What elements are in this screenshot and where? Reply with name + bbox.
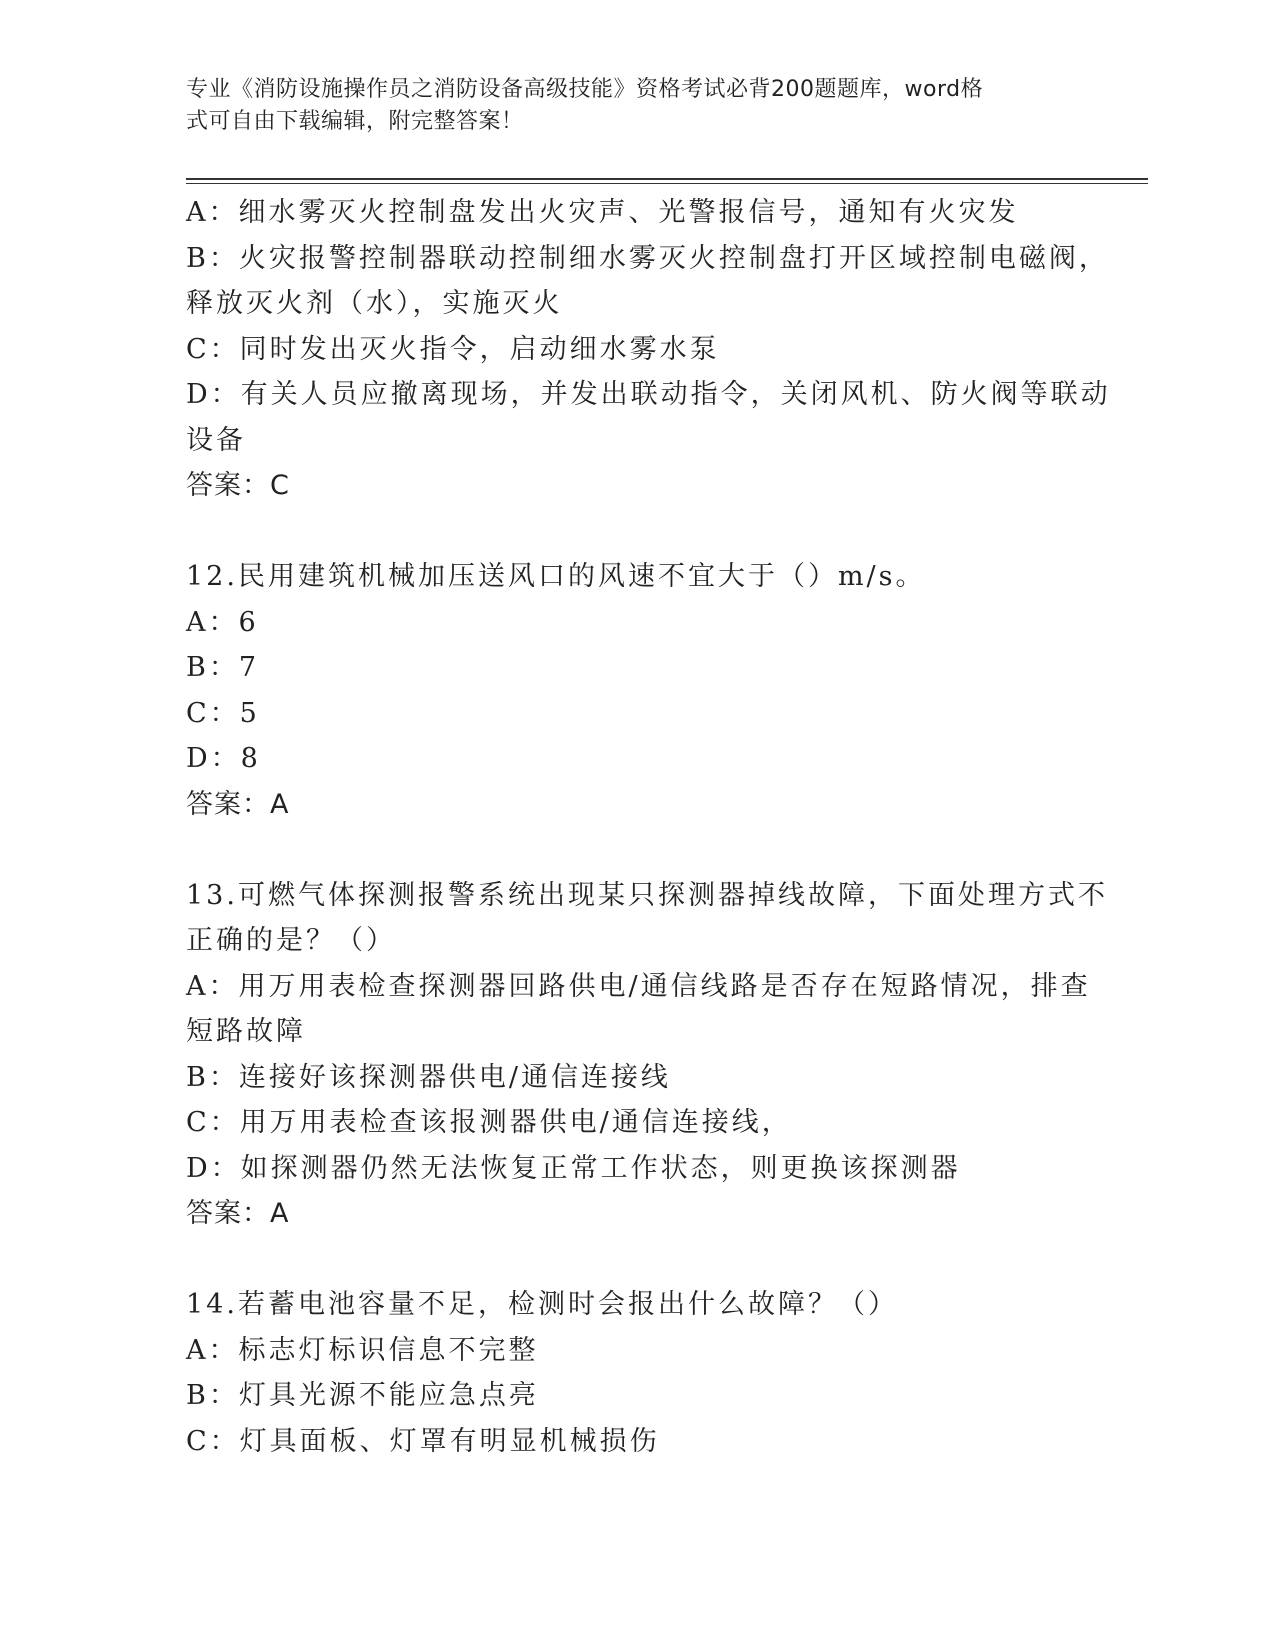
- option-a: A：6: [186, 606, 259, 638]
- spacer: [186, 1237, 1086, 1283]
- question-13: [186, 873, 1108, 1237]
- option-b-continued: 释放灭火剂（水），实施灭火: [186, 288, 563, 319]
- option-a-continued: 短路故障: [186, 1016, 306, 1047]
- option-b: B：灯具光源不能应急点亮: [186, 1380, 539, 1411]
- option-a: A：细水雾灭火控制盘发出火灾声、光警报信号，通知有火灾发: [186, 197, 1019, 228]
- answer: 答案：A: [186, 788, 290, 820]
- option-b: B：火灾报警控制器联动控制细水雾灭火控制盘打开区域控制电磁阀，: [186, 242, 1109, 274]
- document-body: [186, 190, 1111, 1464]
- option-b: B：连接好该探测器供电/通信连接线: [186, 1061, 671, 1093]
- answer: 答案：C: [186, 470, 290, 501]
- option-a: A：标志灯标识信息不完整: [186, 1334, 539, 1366]
- option-d: D：有关人员应撤离现场，并发出联动指令，关闭风机、防火阀等联动: [186, 379, 1111, 410]
- option-b: B：7: [186, 652, 260, 683]
- spacer: [186, 827, 1086, 873]
- option-d: D：8: [186, 743, 261, 774]
- option-c: C：灯具面板、灯罩有明显机械损伤: [186, 1425, 660, 1457]
- option-c: C：5: [186, 697, 260, 729]
- option-a: A：用万用表检查探测器回路供电/通信线路是否存在短路情况，排查: [186, 970, 1091, 1002]
- header-line-1: 专业《消防设施操作员之消防设备高级技能》资格考试必背200题题库，word格: [186, 77, 984, 102]
- header-rule-thin: [186, 183, 1148, 184]
- question-text: 14.若蓄电池容量不足，检测时会报出什么故障？（）: [186, 1289, 898, 1320]
- header-line-2: 式可自由下载编辑，附完整答案！: [186, 109, 524, 134]
- spacer: [186, 509, 1086, 555]
- option-c: C：同时发出灭火指令，启动细水雾水泵: [186, 333, 720, 365]
- question-12: [186, 554, 1086, 827]
- option-d: D：如探测器仍然无法恢复正常工作状态，则更换该探测器: [186, 1152, 961, 1184]
- option-d-continued: 设备: [186, 424, 246, 456]
- question-14: [186, 1282, 1086, 1464]
- question-text: 13.可燃气体探测报警系统出现某只探测器掉线故障，下面处理方式不: [186, 879, 1108, 911]
- answer: 答案：A: [186, 1198, 290, 1229]
- header-rule-thick: [186, 178, 1148, 180]
- question-text: 12.民用建筑机械加压送风口的风速不宜大于（）m/s。: [186, 561, 926, 592]
- question-text-continued: 正确的是？（）: [186, 925, 396, 956]
- option-c: C：用万用表检查该报测器供电/通信连接线，: [186, 1107, 792, 1138]
- document-header: [186, 74, 1066, 138]
- question-11: [186, 190, 1111, 509]
